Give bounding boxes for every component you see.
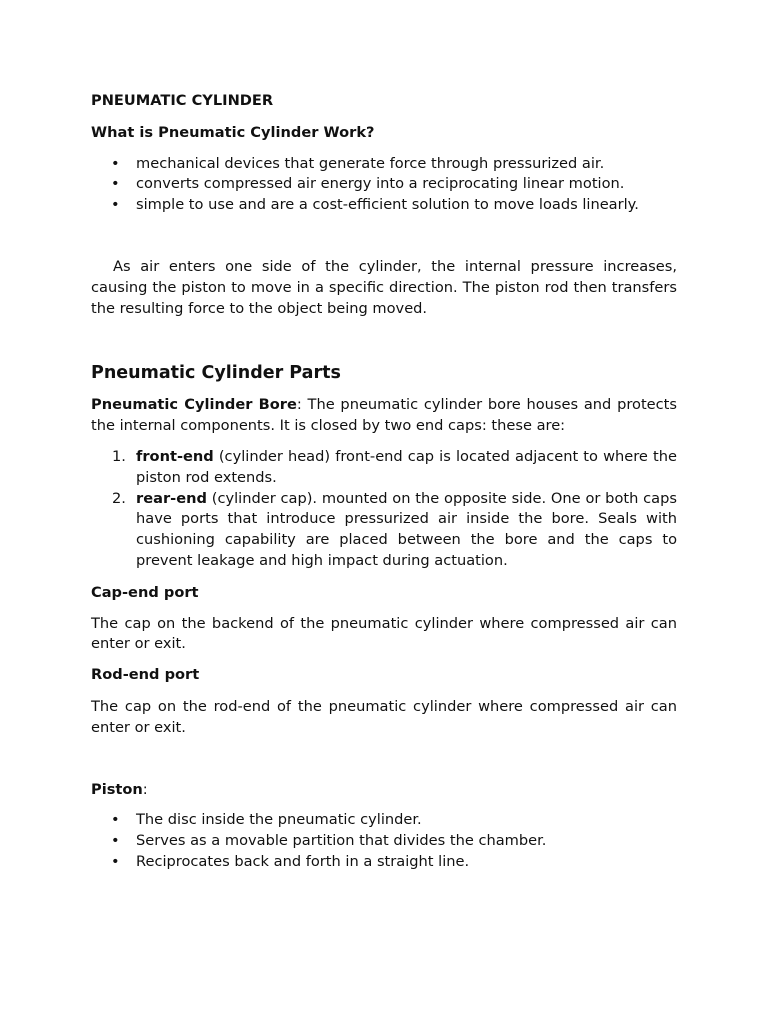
bullet-icon: • (111, 175, 120, 193)
bore-term: Pneumatic Cylinder Bore (91, 396, 297, 414)
piston-term: Piston (91, 780, 143, 798)
piston-heading (91, 780, 677, 801)
list-item-text: Reciprocates back and forth in a straight line. (136, 852, 470, 870)
list-item-text: mechanical devices that generate force through pressurized air. (136, 154, 605, 172)
bullet-icon: • (111, 154, 120, 172)
bullet-icon: • (111, 832, 120, 850)
piston-bullet-list (91, 810, 677, 872)
rod-end-heading: Rod-end port (91, 666, 200, 684)
bore-paragraph (91, 395, 677, 437)
cap-end-text: The cap on the backend of the pneumatic cylinder where compressed air can enter or exit. (91, 614, 677, 653)
list-item-text: The disc inside the pneumatic cylinder. (136, 811, 422, 829)
list-item (91, 174, 677, 195)
rear-end-term: rear-end (136, 489, 207, 507)
question-heading: What is Pneumatic Cylinder Work? (91, 123, 375, 141)
list-item-text: Serves as a movable partition that divides the chamber. (136, 832, 547, 850)
list-item (91, 831, 677, 852)
cap-end-heading: Cap-end port (91, 583, 199, 601)
list-number: 1. (112, 447, 126, 465)
intro-bullet-list (91, 154, 677, 216)
list-item (91, 489, 677, 572)
bore-text: : The pneumatic cylinder bore houses and protects the internal components. It is closed by two end caps: these are: (91, 396, 677, 435)
bullet-icon: • (111, 196, 120, 214)
end-cap-list (91, 447, 677, 572)
document-title: PNEUMATIC CYLINDER (91, 92, 274, 109)
list-item (91, 447, 677, 489)
list-item (91, 195, 677, 216)
bullet-icon: • (111, 811, 120, 829)
front-end-term: front-end (136, 447, 214, 465)
list-item (91, 810, 677, 831)
bullet-icon: • (111, 852, 120, 870)
list-item-text: simple to use and are a cost-efficient solution to move loads linearly. (136, 196, 639, 214)
operation-paragraph: As air enters one side of the cylinder, the internal pressure increases, causing the piston to move in a specific direction. The piston rod then transfers the resulting force to the object being moved. (91, 257, 677, 317)
list-number: 2. (112, 489, 126, 507)
list-item-text: converts compressed air energy into a reciprocating linear motion. (136, 175, 625, 193)
document-body (91, 91, 677, 873)
rod-end-text: The cap on the rod-end of the pneumatic cylinder where compressed air can enter or exit. (91, 697, 677, 736)
front-end-text: (cylinder head) front-end cap is located adjacent to where the piston rod extends. (136, 447, 677, 486)
parts-heading: Pneumatic Cylinder Parts (91, 363, 341, 384)
list-item (91, 154, 677, 175)
rear-end-text: (cylinder cap). mounted on the opposite side. One or both caps have ports that introduce pressurized air inside the bore. Seals with cushioning capability are placed between the bore and the caps to prevent leakage and high impact during actuation. (136, 489, 677, 569)
piston-suffix: : (142, 780, 148, 798)
list-item (91, 852, 677, 873)
